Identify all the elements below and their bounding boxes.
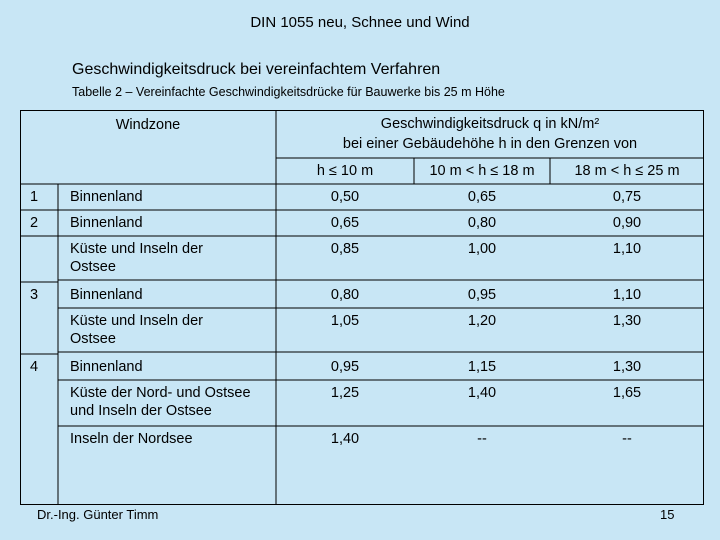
- area-label: Binnenland: [70, 287, 143, 303]
- header-windzone: Windzone: [115, 117, 181, 133]
- slide-title: DIN 1055 neu, Schnee und Wind: [250, 14, 470, 31]
- value-h10: 0,95: [330, 359, 360, 375]
- value-h18: 0,65: [467, 189, 497, 205]
- zone-number: 2: [30, 215, 39, 231]
- value-h18: 1,00: [467, 241, 497, 257]
- area-label: Inseln der Nordsee: [70, 431, 193, 447]
- area-label: Küste und Inseln der Ostsee: [70, 241, 204, 275]
- value-h18: 1,15: [467, 359, 497, 375]
- footer-author: Dr.-Ing. Günter Timm: [37, 507, 159, 522]
- header-col-h10: h ≤ 10 m: [316, 163, 374, 179]
- area-label: Binnenland: [70, 359, 143, 375]
- header-pressure-line2: bei einer Gebäudehöhe h in den Grenzen von: [342, 136, 638, 152]
- value-h25: 1,30: [612, 313, 642, 329]
- page-number: 15: [660, 507, 675, 522]
- value-h18: 1,20: [467, 313, 497, 329]
- value-h25: 1,65: [612, 385, 642, 401]
- area-label: Binnenland: [70, 189, 143, 205]
- value-h10: 1,25: [330, 385, 360, 401]
- value-h10: 0,85: [330, 241, 360, 257]
- table-caption: Tabelle 2 – Vereinfachte Geschwindigkeitsdrücke für Bauwerke bis 25 m Höhe: [72, 85, 505, 99]
- value-h25: 1,10: [612, 241, 642, 257]
- zone-number: 4: [30, 359, 39, 375]
- value-h25: 1,10: [612, 287, 642, 303]
- value-h10: 0,50: [330, 189, 360, 205]
- value-h10: 0,80: [330, 287, 360, 303]
- area-label: Küste und Inseln der Ostsee: [70, 313, 204, 347]
- value-h18: --: [477, 431, 487, 447]
- slide-subtitle: Geschwindigkeitsdruck bei vereinfachtem Verfahren: [72, 61, 441, 78]
- value-h10: 1,40: [330, 431, 360, 447]
- wind-pressure-table: [20, 110, 704, 506]
- value-h18: 0,95: [467, 287, 497, 303]
- zone-number: 3: [30, 287, 39, 303]
- zone-number: 1: [30, 189, 39, 205]
- value-h18: 1,40: [467, 385, 497, 401]
- area-label: Küste der Nord- und Ostsee und Inseln der Ostsee: [70, 385, 251, 419]
- area-label: Binnenland: [70, 215, 143, 231]
- value-h10: 1,05: [330, 313, 360, 329]
- value-h25: 1,30: [612, 359, 642, 375]
- value-h18: 0,80: [467, 215, 497, 231]
- value-h25: 0,75: [612, 189, 642, 205]
- header-col-h25: 18 m < h ≤ 25 m: [574, 163, 680, 179]
- value-h25: --: [622, 431, 632, 447]
- value-h25: 0,90: [612, 215, 642, 231]
- header-col-h18: 10 m < h ≤ 18 m: [429, 163, 535, 179]
- header-pressure-line1: Geschwindigkeitsdruck q in kN/m²: [380, 116, 600, 132]
- value-h10: 0,65: [330, 215, 360, 231]
